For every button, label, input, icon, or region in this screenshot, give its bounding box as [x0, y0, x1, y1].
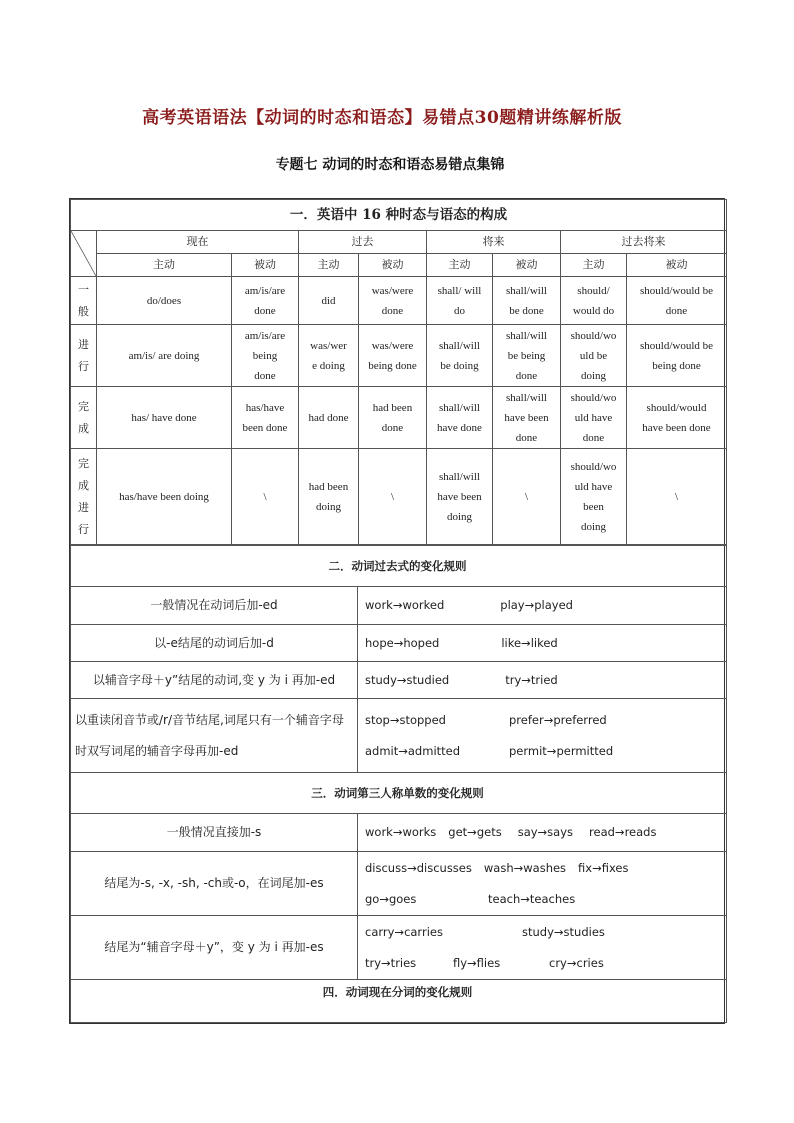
- tense-cell: had done: [299, 387, 359, 449]
- rules-table: [70, 545, 727, 1023]
- voice-passive: 被动: [232, 254, 299, 277]
- tense-cell: had been done: [359, 387, 427, 449]
- tense-cell: was/were being done: [359, 325, 427, 387]
- tense-cell: am/is/are being done: [232, 325, 299, 387]
- voice-active: 主动: [427, 254, 493, 277]
- tense-cell: should/wo uld be doing: [561, 325, 627, 387]
- tense-cell: had been doing: [299, 449, 359, 545]
- section2-heading: 二．动词过去式的变化规则: [71, 546, 727, 587]
- tense-row: [71, 325, 727, 387]
- tense-cell: am/is/are done: [232, 277, 299, 325]
- tense-cell: should/would have been done: [627, 387, 727, 449]
- section3-heading: 三．动词第三人称单数的变化规则: [71, 773, 727, 814]
- group-past-future: 过去将来: [561, 231, 727, 254]
- voice-active: 主动: [97, 254, 232, 277]
- document-subtitle: 专题七 动词的时态和语态易错点集锦: [275, 157, 505, 173]
- rule-cell: 结尾为-s, -x, -sh, -ch或-o，在词尾加-es: [71, 852, 358, 916]
- voice-passive: 被动: [493, 254, 561, 277]
- tense-cell: has/ have done: [97, 387, 232, 449]
- tense-cell: was/were done: [359, 277, 427, 325]
- voice-passive: 被动: [627, 254, 727, 277]
- tense-cell: shall/will be done: [493, 277, 561, 325]
- group-present: 现在: [97, 231, 299, 254]
- group-future: 将来: [427, 231, 561, 254]
- rule-cell: 一般情况在动词后加-ed: [71, 587, 358, 625]
- tense-row-label: 一 般: [71, 277, 97, 325]
- tense-cell: has/have been doing: [97, 449, 232, 545]
- tense-cell: \: [493, 449, 561, 545]
- rule-cell: 以重读闭音节或/r/音节结尾,词尾只有一个辅音字母时双写词尾的辅音字母再加-ed: [71, 699, 358, 773]
- tense-cell: was/wer e doing: [299, 325, 359, 387]
- tense-cell: am/is/ are doing: [97, 325, 232, 387]
- tense-cell: shall/will have been done: [493, 387, 561, 449]
- voice-active: 主动: [299, 254, 359, 277]
- tense-cell: did: [299, 277, 359, 325]
- tense-cell: shall/will be being done: [493, 325, 561, 387]
- tense-row-label: 完 成 进 行: [71, 449, 97, 545]
- tense-row: [71, 277, 727, 325]
- example-cell: stop→stopped prefer→preferred admit→admitted permit→permitted: [358, 699, 727, 773]
- voice-passive: 被动: [359, 254, 427, 277]
- tense-cell: should/would be done: [627, 277, 727, 325]
- example-cell: work→worked play→played: [358, 587, 727, 625]
- tense-cell: should/ would do: [561, 277, 627, 325]
- document-title: 高考英语语法【动词的时态和语态】易错点30题精讲练解析版: [142, 108, 622, 128]
- corner-cell: [71, 231, 97, 277]
- tense-cell: shall/will have been doing: [427, 449, 493, 545]
- example-cell: study→studied try→tried: [358, 662, 727, 699]
- tense-row: [71, 387, 727, 449]
- tense-row: [71, 449, 727, 545]
- tense-cell: \: [627, 449, 727, 545]
- tense-cell: shall/ will do: [427, 277, 493, 325]
- rule-cell: 一般情况直接加-s: [71, 814, 358, 852]
- tense-cell: shall/will be doing: [427, 325, 493, 387]
- section1-heading: 一．英语中 16 种时态与语态的构成: [71, 200, 727, 231]
- tense-cell: should/would be being done: [627, 325, 727, 387]
- tense-row-label: 进 行: [71, 325, 97, 387]
- tense-cell: \: [232, 449, 299, 545]
- rule-cell: 结尾为“辅音字母＋y”，变 y 为 i 再加-es: [71, 916, 358, 980]
- voice-active: 主动: [561, 254, 627, 277]
- example-cell: work→works get→gets say→says read→reads: [358, 814, 727, 852]
- grammar-table: [69, 198, 725, 1024]
- tense-cell: shall/will have done: [427, 387, 493, 449]
- tense-cell: \: [359, 449, 427, 545]
- tense-cell: should/wo uld have done: [561, 387, 627, 449]
- tense-cell: do/does: [97, 277, 232, 325]
- tense-cell: has/have been done: [232, 387, 299, 449]
- group-past: 过去: [299, 231, 427, 254]
- tense-row-label: 完 成: [71, 387, 97, 449]
- example-cell: carry→carries study→studies try→tries fly→flies cry→cries: [358, 916, 727, 980]
- rule-cell: 以-e结尾的动词后加-d: [71, 625, 358, 662]
- tense-cell: should/wo uld have been doing: [561, 449, 627, 545]
- rule-cell: 以辅音字母＋y”结尾的动词,变 y 为 i 再加-ed: [71, 662, 358, 699]
- example-cell: hope→hoped like→liked: [358, 625, 727, 662]
- example-cell: discuss→discusses wash→washes fix→fixes go→goes teach→teaches: [358, 852, 727, 916]
- section4-heading: 四．动词现在分词的变化规则: [71, 980, 727, 1023]
- tense-voice-table: [70, 199, 727, 545]
